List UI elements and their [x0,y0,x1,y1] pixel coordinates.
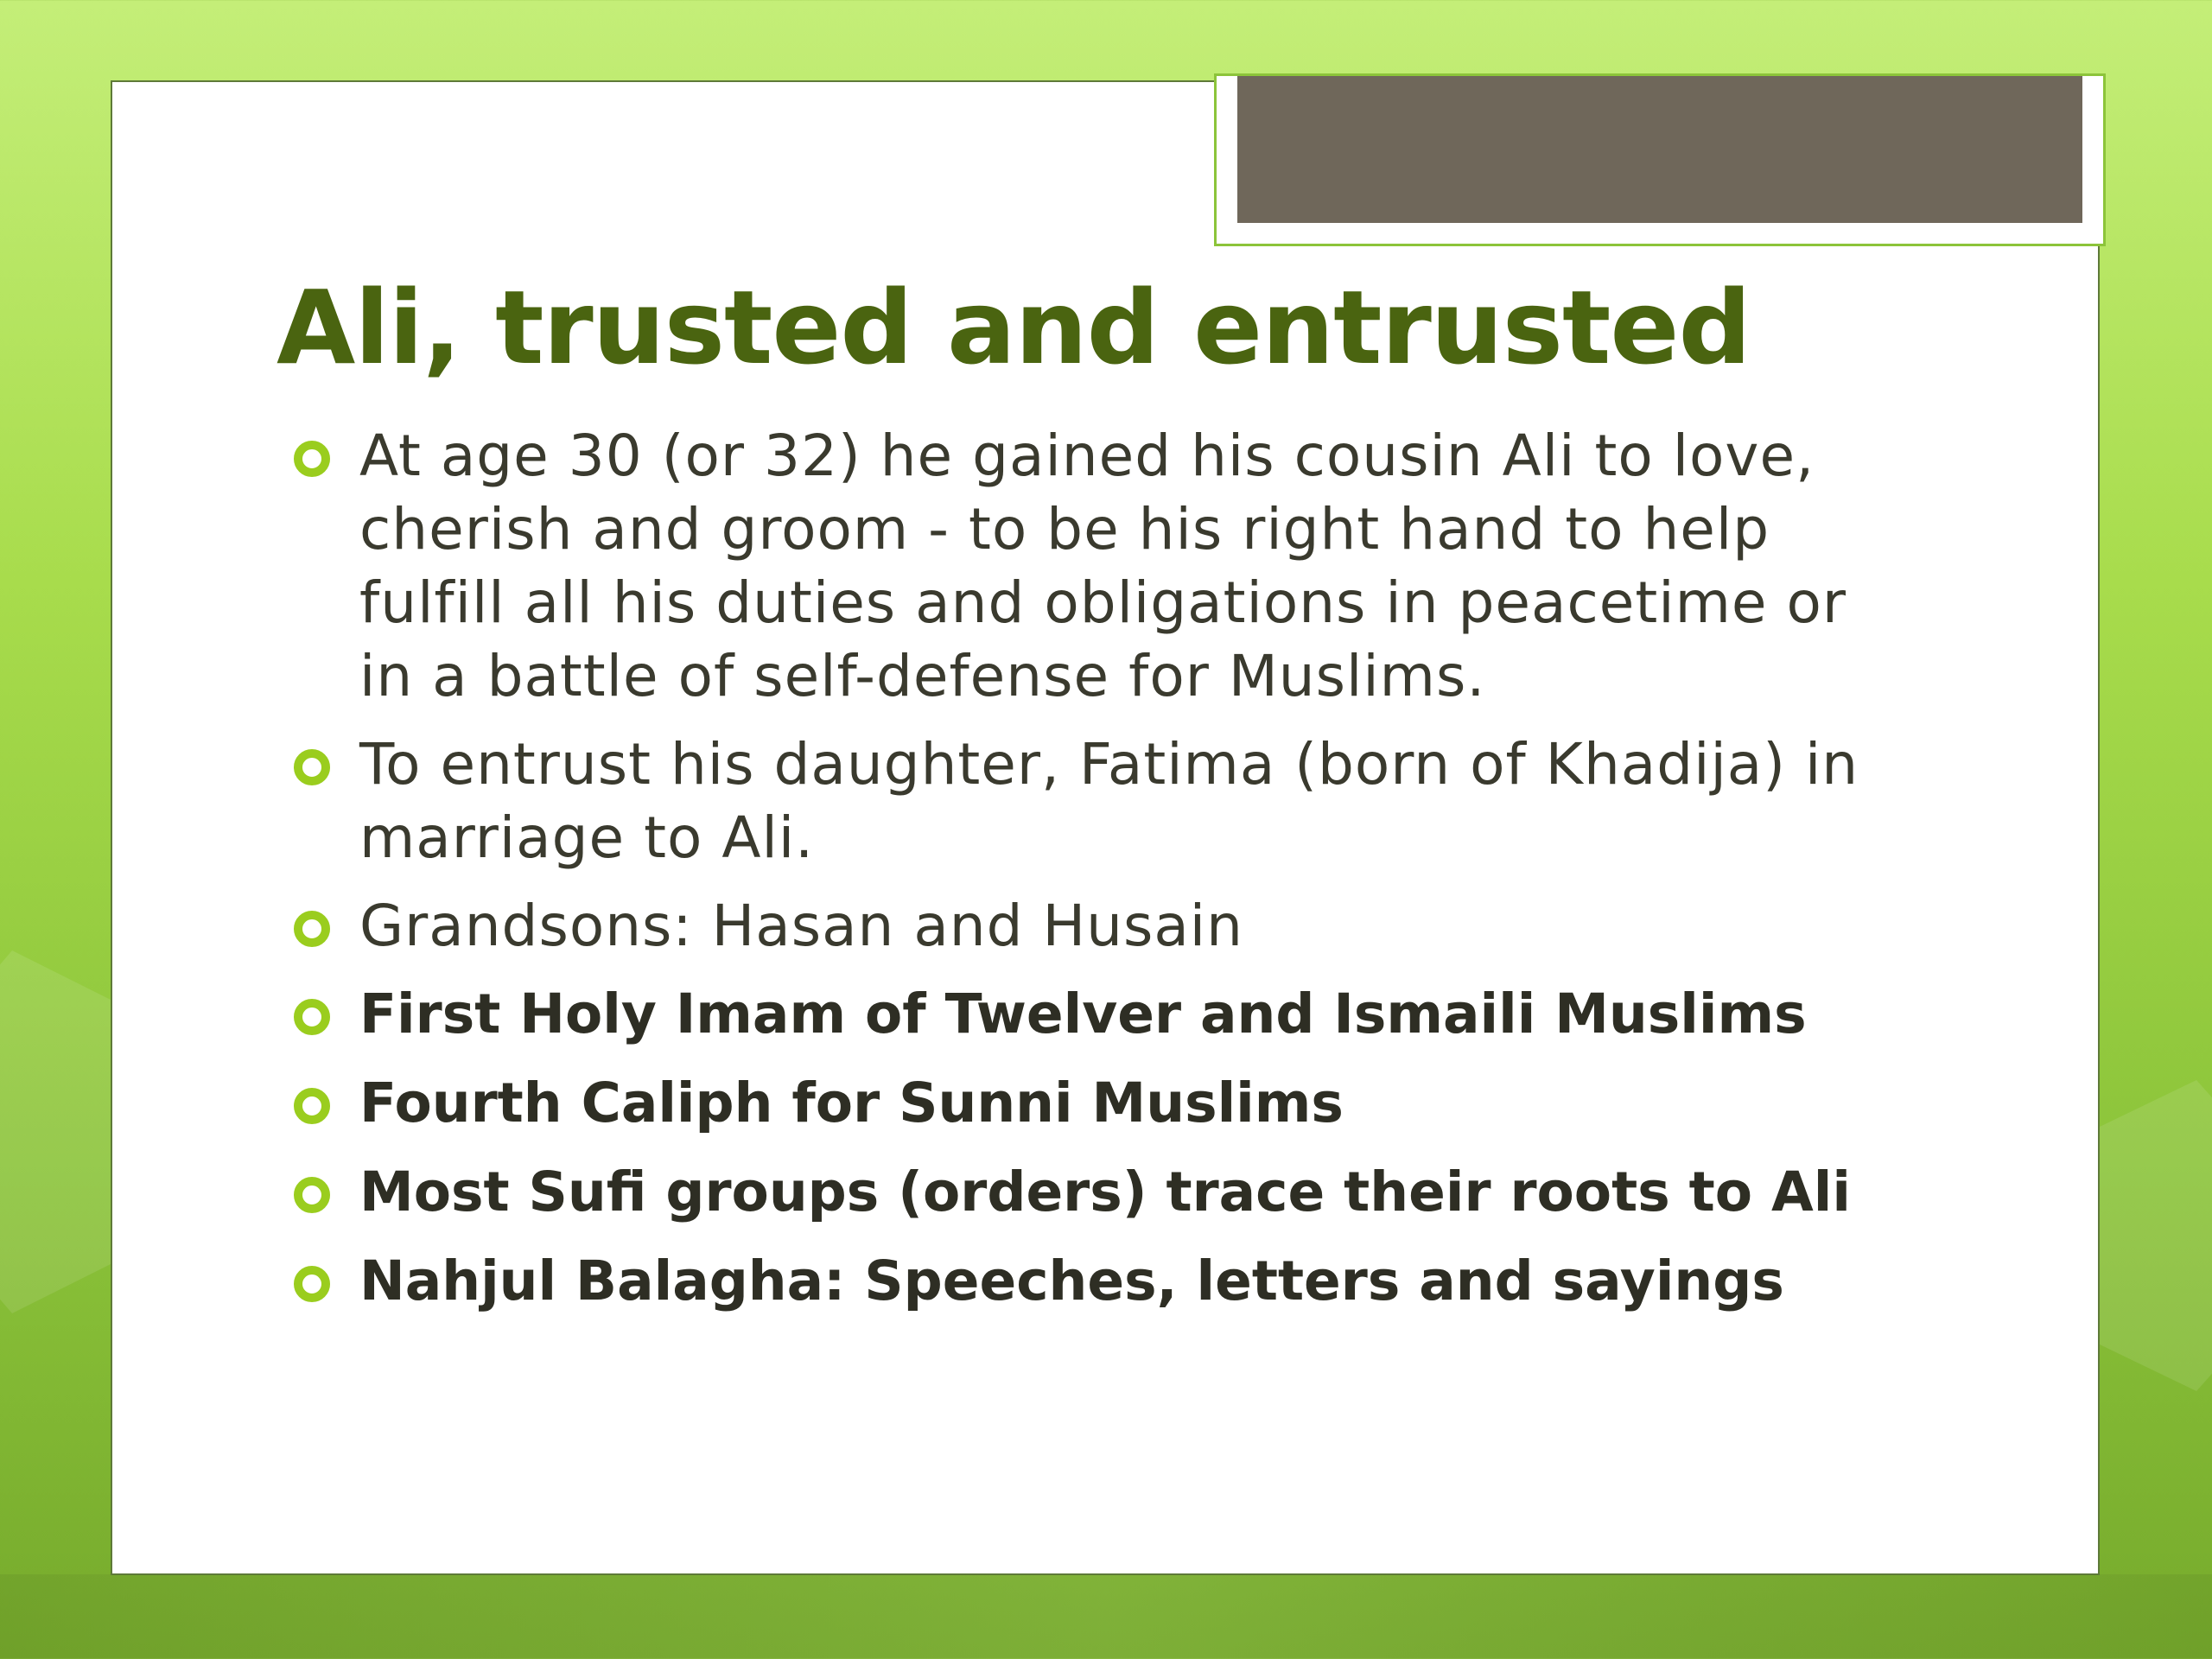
ring-bullet-icon [294,999,330,1035]
bullet-text: Fourth Caliph for Sunni Muslims [359,1071,1344,1135]
ring-bullet-icon [294,911,330,947]
bullet-text: First Holy Imam of Twelver and Ismaili Muslims [359,982,1807,1046]
slide-title: Ali, trusted and entrusted [276,268,1751,387]
bullet-list [294,419,1901,1318]
bullet-item [294,889,1901,963]
ring-bullet-icon [294,1088,330,1124]
bullet-item [294,728,1901,874]
background-bottom-strip [0,1574,2212,1659]
photo-placeholder [1237,76,2082,223]
bullet-item [294,1066,1901,1140]
photo-placeholder-frame [1214,73,2106,246]
ring-bullet-icon [294,441,330,477]
bullet-text: To entrust his daughter, Fatima (born of Khadija) in marriage to Ali. [359,731,1859,871]
background-hexagon-left [0,950,121,1313]
bullet-text: Nahjul Balagha: Speeches, letters and sayings [359,1249,1784,1313]
ring-bullet-icon [294,1266,330,1302]
bullet-item [294,1155,1901,1229]
ring-bullet-icon [294,749,330,785]
bullet-text: Grandsons: Hasan and Husain [359,893,1243,959]
background-hexagon-right [2100,1080,2212,1391]
bullet-item [294,977,1901,1051]
bullet-item [294,1244,1901,1318]
ring-bullet-icon [294,1177,330,1213]
bullet-text: At age 30 (or 32) he gained his cousin Ali to love, cherish and groom - to be his right hand to help fulfill all his duties and obligations in peacetime or in a battle of self-defense for Muslims. [359,423,1847,709]
bullet-text: Most Sufi groups (orders) trace their roots to Ali [359,1160,1851,1224]
bullet-item [294,419,1901,713]
